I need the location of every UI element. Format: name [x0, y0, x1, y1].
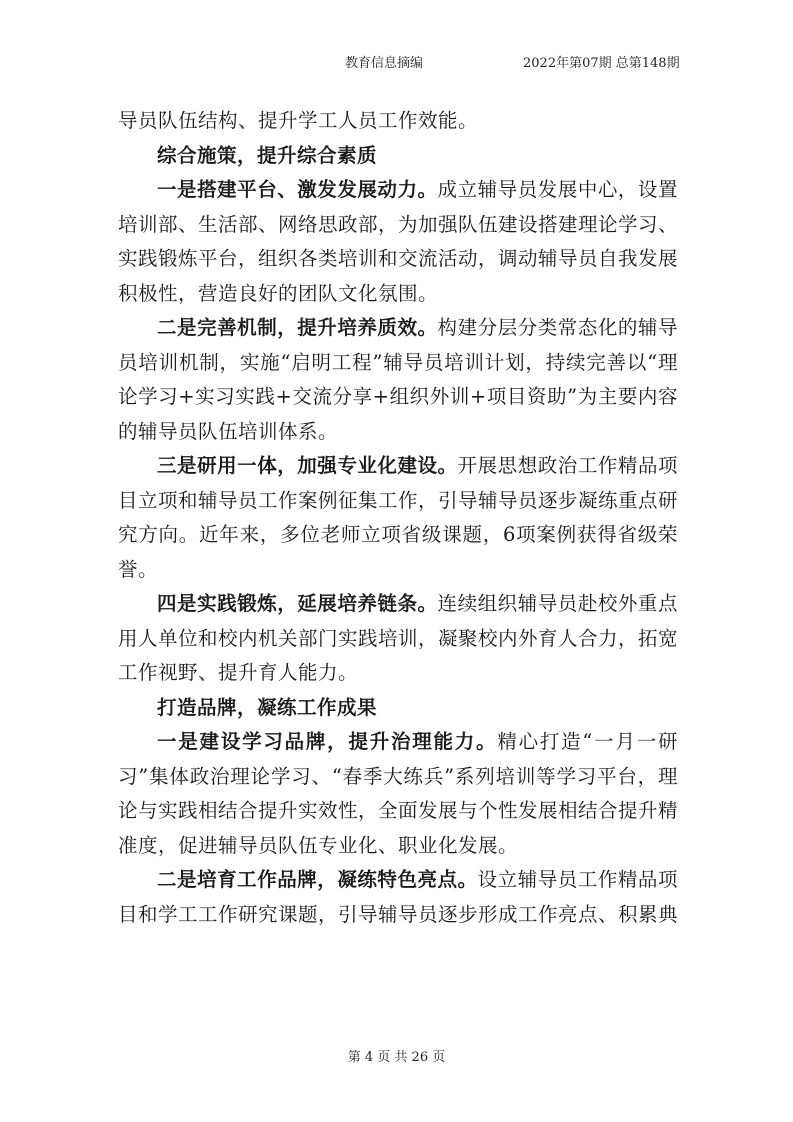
page-number: 第 4 页 共 26 页 [347, 1050, 446, 1065]
article-body [118, 104, 678, 932]
section-heading-comprehensive-measures [118, 139, 678, 174]
section-heading-text: 打造品牌，凝练工作成果 [157, 695, 378, 719]
paragraph-text: 导员队伍结构、提升学工人员工作效能。 [118, 109, 479, 132]
paragraph-lead: 二是完善机制，提升培养质效。 [157, 316, 438, 339]
paragraph-lead: 三是研用一体，加强专业化建设。 [157, 454, 458, 477]
paragraph-continued [118, 104, 678, 139]
paragraph-work-brand [118, 863, 678, 932]
paragraph-lead: 一是建设学习品牌，提升治理能力。 [157, 730, 498, 753]
paragraph-platform [118, 173, 678, 311]
paragraph-text: 开展思想政治工作精品项目立项和辅导员工作案例征集工作，引导辅导员逐步凝练重点研究方向。近年来，多位老师立项省级课题，6项案例获得省级荣誉。 [118, 454, 679, 581]
publication-name: 教育信息摘编 [345, 56, 424, 71]
paragraph-mechanism [118, 311, 678, 449]
issue-number: 2022年第07期 总第148期 [523, 56, 680, 71]
section-heading-brand-building [118, 691, 678, 726]
paragraph-text: 连续组织辅导员赴校外重点用人单位和校内机关部门实践培训，凝聚校内外育人合力，拓宽工作视野、提升育人能力。 [118, 592, 679, 684]
page-footer [0, 1046, 793, 1065]
paragraph-research [118, 449, 678, 587]
paragraph-practice [118, 587, 678, 691]
paragraph-lead: 四是实践锻炼，延展培养链条。 [157, 592, 438, 615]
paragraph-text: 设立辅导员工作精品项目和学工工作研究课题，引导辅导员逐步形成工作亮点、积累典 [118, 868, 679, 926]
paragraph-text: 成立辅导员发展中心，设置培训部、生活部、网络思政部，为加强队伍建设搭建理论学习、实践锻炼平台，组织各类培训和交流活动，调动辅导员自我发展积极性，营造良好的团队文化氛围。 [118, 178, 679, 305]
section-heading-text: 综合施策，提升综合素质 [157, 143, 378, 167]
paragraph-text: 构建分层分类常态化的辅导员培训机制，实施“启明工程”辅导员培训计划，持续完善以“理论学习+实习实践+交流分享+组织外训+项目资助”为主要内容的辅导员队伍培训体系。 [118, 316, 678, 443]
paragraph-lead: 二是培育工作品牌，凝练特色亮点。 [157, 868, 478, 891]
paragraph-learning-brand [118, 725, 678, 863]
paragraph-text: 精心打造“一月一研习”集体政治理论学习、“春季大练兵”系列培训等学习平台，理论与实践相结合提升实效性，全面发展与个性发展相结合提升精准度，促进辅导员队伍专业化、职业化发展。 [118, 730, 679, 857]
page-header [0, 52, 793, 72]
paragraph-lead: 一是搭建平台、激发发展动力。 [157, 178, 438, 201]
